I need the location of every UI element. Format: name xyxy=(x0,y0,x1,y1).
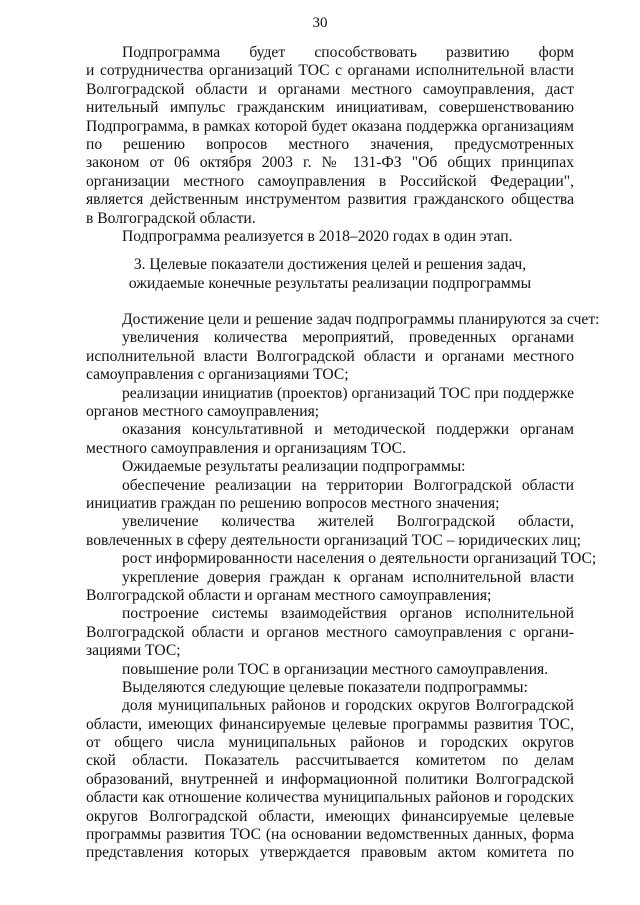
text-line: укрепление доверия граждан к органам исполнительной власти xyxy=(122,568,574,586)
paragraph xyxy=(86,513,581,550)
text-line: Выделяются следующие целевые показатели подпрограммы: xyxy=(122,678,528,696)
block-spacer xyxy=(86,293,574,301)
text-line: построение системы взаимодействия органов исполнительной xyxy=(122,605,574,623)
text-line: области как отношение количества муниципальных районов и городских xyxy=(86,789,574,807)
text-line: Подпрограмма реализуется в 2018–2020 годах в один этап. xyxy=(122,227,513,245)
paragraph xyxy=(86,311,600,329)
paragraph xyxy=(86,550,597,568)
paragraph xyxy=(86,697,574,863)
text-line: организации местного самоуправления в Российской Федерации", xyxy=(86,172,574,190)
paragraph xyxy=(86,329,574,384)
text-line: повышение роли ТОС в организации местного самоуправления. xyxy=(122,660,549,678)
paragraph xyxy=(86,569,574,606)
paragraph xyxy=(86,679,574,697)
paragraph xyxy=(86,421,574,458)
text-line: нительный импульс гражданским инициативам, совершенствованию xyxy=(86,99,574,117)
text-line: и сотрудничества организаций ТОС с органами исполнительной власти xyxy=(86,62,574,80)
text-line: в Волгоградской области. xyxy=(86,209,256,227)
text-line: Подпрограмма будет способствовать развитию форм xyxy=(122,44,574,61)
text-line: законом от 06 октября 2003 г. № 131-ФЗ "Об общих принципах xyxy=(86,154,574,172)
text-line: Волгоградской области и органам местного самоуправления; xyxy=(86,586,492,604)
text-line: округов Волгоградской области, имеющих финансируемые целевые xyxy=(86,807,574,825)
text-line: вовлеченных в сферу деятельности организаций ТОС – юридических лиц; xyxy=(86,531,581,549)
block-spacer xyxy=(86,246,574,256)
heading-line: ожидаемые конечные результаты реализации подпрограммы xyxy=(128,274,532,292)
text-line: Волгоградской области и органов местного самоуправления с органи- xyxy=(86,623,574,641)
heading-line: 3. Целевые показатели достижения целей и решения задач, xyxy=(133,256,527,274)
text-line: органов местного самоуправления; xyxy=(86,403,320,421)
paragraph xyxy=(86,605,574,660)
block-spacer xyxy=(86,301,574,311)
document-body xyxy=(86,44,600,863)
text-line: является действенным инструментом развития гражданского общества xyxy=(86,191,574,209)
text-line: увеличение количества жителей Волгоградской области, xyxy=(122,513,574,531)
text-line: представления которых утверждается правовым актом комитета по xyxy=(86,844,574,862)
text-line: инициатив граждан по решению вопросов местного значения; xyxy=(86,494,500,512)
text-line: реализации инициатив (проектов) организаций ТОС при поддержке xyxy=(122,384,574,402)
paragraph xyxy=(86,385,574,422)
paragraph xyxy=(86,44,574,228)
paragraph xyxy=(86,477,574,514)
text-line: зациями ТОС; xyxy=(86,642,181,660)
text-line: Достижение цели и решение задач подпрограммы планируются за счет: xyxy=(122,311,600,329)
text-line: рост информированности населения о деятельности организаций ТОС; xyxy=(122,550,597,568)
paragraph xyxy=(86,228,574,246)
text-line: программы развития ТОС (на основании ведомственных данных, форма xyxy=(86,826,574,844)
text-line: Ожидаемые результаты реализации подпрограммы: xyxy=(122,458,466,476)
text-line: образований, внутренней и информационной политики Волгоградской xyxy=(86,770,574,788)
text-line: увеличения количества мероприятий, проведенных органами xyxy=(122,329,574,347)
section-heading xyxy=(86,256,574,293)
page-number: 30 xyxy=(312,15,328,31)
text-line: местного самоуправления и организациям ТОС. xyxy=(86,439,406,457)
text-line: Подпрограмма, в рамках которой будет оказана поддержка организациям xyxy=(86,117,574,135)
text-line: области, имеющих финансируемые целевые программы развития ТОС, xyxy=(86,715,574,733)
text-line: по решению вопросов местного значения, предусмотренных xyxy=(86,135,574,153)
text-line: от общего числа муниципальных районов и городских округов xyxy=(86,734,574,752)
paragraph xyxy=(86,458,574,476)
text-line: обеспечение реализации на территории Волгоградской области xyxy=(122,476,574,494)
text-line: ской области. Показатель рассчитывается комитетом по делам xyxy=(86,752,574,770)
text-line: исполнительной власти Волгоградской области и органами местного xyxy=(86,347,574,365)
text-line: доля муниципальных районов и городских округов Волгоградской xyxy=(122,697,574,715)
text-line: самоуправления с организациями ТОС; xyxy=(86,366,349,384)
text-line: Волгоградской области и органами местного самоуправления, даст xyxy=(86,80,574,98)
text-line: оказания консультативной и методической поддержки органам xyxy=(122,421,574,439)
paragraph xyxy=(86,661,574,679)
